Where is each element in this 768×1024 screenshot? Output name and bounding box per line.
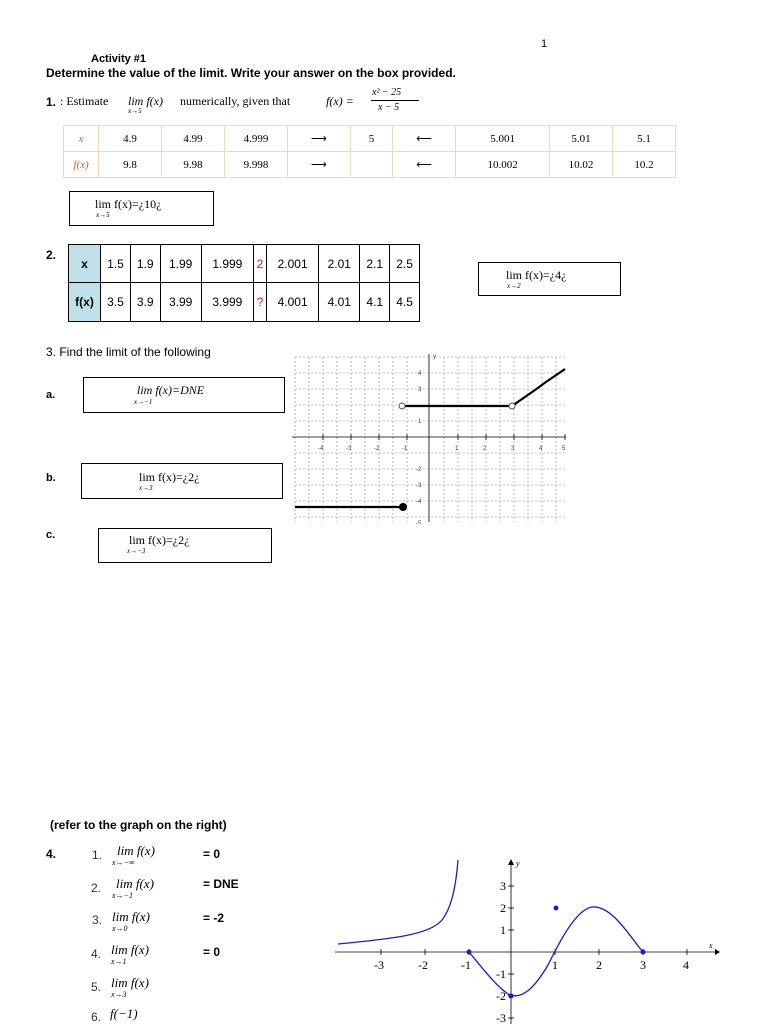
x-tick-label: -2 — [374, 446, 380, 452]
closed-point — [399, 503, 407, 511]
y-tick-label: -3 — [496, 1011, 506, 1024]
open-point — [399, 403, 405, 409]
x-tick-label: 4 — [683, 958, 689, 972]
x-tick-label: -1 — [461, 958, 471, 972]
q4-item-number: 5. — [91, 980, 102, 994]
q4-item-expr: lim f(x) — [111, 942, 149, 957]
table-cell: 4.999 — [224, 126, 287, 152]
q1-prompt-a: : Estimate — [60, 94, 109, 108]
x-tick-label: -3 — [346, 446, 352, 452]
q3a-sub: x→−1 — [134, 398, 153, 406]
q1-prompt-b: numerically, given that — [180, 94, 291, 108]
table-cell: 2.01 — [319, 245, 360, 283]
q4-item-number: 6. — [91, 1010, 102, 1024]
q4-item-sub: x→0 — [112, 924, 128, 933]
q2-table — [68, 244, 420, 322]
table-cell: x — [69, 245, 101, 283]
table-cell: 5.01 — [550, 126, 613, 152]
x-tick-label: -4 — [318, 446, 324, 452]
q4-note: (refer to the graph on the right) — [50, 818, 227, 832]
table-cell: 1.999 — [201, 245, 253, 283]
y-tick-label: 1 — [418, 419, 422, 425]
page-number: 1 — [541, 38, 548, 50]
q3c-label: c. — [46, 529, 56, 541]
q4-item-answer: = 0 — [203, 847, 221, 861]
table-cell: 2 — [254, 245, 267, 283]
q3a-answer-box[interactable] — [83, 377, 285, 413]
q1-lim-sub: x→5 — [128, 107, 142, 115]
q3c-sub: x→−3 — [127, 547, 146, 555]
x-tick-label: 4 — [539, 446, 543, 452]
table-cell: 3.99 — [160, 283, 201, 322]
q3-title: 3. Find the limit of the following — [46, 345, 211, 359]
q1-number: 1. — [46, 95, 57, 109]
table-cell: 9.98 — [162, 152, 225, 178]
q3c-lim: lim f(x)=¿2¿ — [129, 533, 190, 547]
table-cell: 2.5 — [390, 245, 420, 283]
table-row — [69, 245, 420, 283]
q3a-lim: lim f(x)=DNE — [137, 383, 205, 397]
table-cell: ⟵ — [393, 126, 456, 152]
table-cell: 1.5 — [101, 245, 131, 283]
graph-grid — [295, 357, 565, 522]
q1-table — [63, 125, 676, 178]
table-cell: 5 — [350, 126, 392, 152]
q4-item-expr: lim f(x) — [112, 909, 150, 924]
q3-graph — [290, 352, 570, 524]
y-tick-label: -5 — [416, 521, 422, 524]
table-cell: x — [64, 126, 99, 152]
fraction-bar — [371, 100, 419, 101]
curve-main — [469, 907, 643, 996]
q4-item-number: 1. — [92, 848, 103, 862]
table-row — [69, 283, 420, 322]
table-cell: 1.99 — [160, 245, 201, 283]
table-row — [64, 126, 676, 152]
table-cell: 4.001 — [266, 283, 318, 322]
q2-answer-lim: lim f(x)=¿4¿ — [506, 268, 567, 282]
table-cell: 9.8 — [99, 152, 162, 178]
x-tick-label: 2 — [483, 446, 487, 452]
q1-denominator: x − 5 — [378, 102, 400, 113]
table-cell: 2.1 — [360, 245, 390, 283]
curve-left-branch — [338, 860, 458, 944]
y-tick-label: 3 — [500, 879, 506, 893]
y-tick-label: -2 — [416, 467, 422, 473]
q3b-lim: lim f(x)=¿2¿ — [139, 470, 200, 484]
table-cell: 4.1 — [360, 283, 390, 322]
x-tick-label: 2 — [596, 958, 602, 972]
table-cell: 3.5 — [101, 283, 131, 322]
q3b-label: b. — [46, 472, 56, 484]
y-tick-label: 4 — [418, 371, 422, 377]
q4-item-expr: f(−1) — [110, 1006, 138, 1021]
q4-item-sub: x→−1 — [112, 891, 133, 900]
q4-item-expr: lim f(x) — [116, 876, 154, 891]
x-tick-label: 5 — [562, 446, 566, 452]
table-cell: 5.1 — [613, 126, 676, 152]
q1-fx-eq: f(x) = — [326, 94, 354, 108]
q4-item-answer: = -2 — [203, 911, 225, 925]
q2-answer-sub: x→2 — [507, 282, 521, 290]
x-tick-label: 1 — [552, 958, 558, 972]
table-cell: 4.99 — [162, 126, 225, 152]
x-tick-label: -3 — [374, 958, 384, 972]
instructions: Determine the value of the limit. Write your answer on the box provided. — [46, 66, 456, 80]
q4-item-answer: = 0 — [203, 945, 221, 959]
q2-number: 2. — [46, 248, 57, 262]
table-cell: 1.9 — [130, 245, 160, 283]
table-cell: 3.9 — [130, 283, 160, 322]
x-axis-arrow — [715, 949, 720, 955]
graph-line-upper — [402, 369, 565, 406]
q4-graph — [330, 855, 720, 1024]
table-row — [64, 152, 676, 178]
table-cell: 10.02 — [550, 152, 613, 178]
x-tick-label: -1 — [402, 446, 408, 452]
q1-answer-sub: x→5 — [96, 211, 110, 219]
table-cell: ⟶ — [287, 126, 350, 152]
q1-answer-box[interactable] — [69, 191, 214, 226]
open-point — [509, 403, 515, 409]
q4-item-sub: x→1 — [111, 957, 127, 966]
q3a-label: a. — [46, 389, 56, 401]
table-cell: ⟶ — [287, 152, 350, 178]
q4-item-expr: lim f(x) — [111, 975, 149, 990]
table-cell: 9.998 — [224, 152, 287, 178]
q4-item-number: 3. — [92, 913, 103, 927]
q3b-sub: x→3 — [139, 484, 153, 492]
y-tick-label: -4 — [416, 499, 422, 505]
x-tick-label: 3 — [511, 446, 515, 452]
x-tick-label: 1 — [455, 446, 459, 452]
table-cell: ⟵ — [393, 152, 456, 178]
y-tick-label: -1 — [496, 967, 506, 981]
table-cell: f(x) — [64, 152, 99, 178]
y-axis-label: y — [516, 859, 520, 868]
x-tick-label: 3 — [640, 958, 646, 972]
x-axis-label: x — [709, 941, 713, 950]
q3c-answer-box[interactable] — [98, 528, 272, 563]
q4-item-number: 4. — [91, 947, 102, 961]
table-cell: 10.002 — [456, 152, 550, 178]
q4-item-sub: x→3 — [111, 990, 127, 999]
table-cell: 3.999 — [201, 283, 253, 322]
q4-item-number: 2. — [91, 881, 102, 895]
closed-point — [554, 906, 559, 911]
y-tick-label: -3 — [416, 483, 422, 489]
y-tick-label: 1 — [500, 923, 506, 937]
y-tick-label: 3 — [418, 387, 422, 393]
closed-point — [641, 950, 646, 955]
q4-item-sub: x→−∞ — [112, 858, 135, 867]
activity-title: Activity #1 — [91, 53, 147, 65]
q4-item-answer: = DNE — [203, 877, 239, 891]
table-cell: 4.5 — [390, 283, 420, 322]
table-cell: 5.001 — [456, 126, 550, 152]
table-cell: 2.001 — [266, 245, 318, 283]
y-tick-label: -2 — [496, 989, 506, 1003]
y-axis-arrow — [508, 859, 514, 865]
q2-answer-box[interactable] — [478, 262, 621, 296]
q1-numerator: x² − 25 — [372, 87, 402, 98]
closed-point — [467, 950, 472, 955]
table-cell: f(x) — [69, 283, 101, 322]
table-cell: 4.01 — [319, 283, 360, 322]
q3b-answer-box[interactable] — [81, 463, 283, 499]
table-cell: ? — [254, 283, 267, 322]
q4-number: 4. — [46, 847, 57, 861]
x-tick-label: -2 — [418, 958, 428, 972]
table-cell: 4.9 — [99, 126, 162, 152]
q4-item-expr: lim f(x) — [117, 843, 155, 858]
y-tick-label: 2 — [500, 901, 506, 915]
closed-point — [509, 994, 514, 999]
q1-lim: lim f(x) — [128, 94, 163, 108]
y-axis-label: y — [433, 354, 436, 360]
table-cell — [350, 152, 392, 178]
table-cell: 10.2 — [613, 152, 676, 178]
q1-answer-lim: lim f(x)=¿10¿ — [95, 197, 162, 211]
